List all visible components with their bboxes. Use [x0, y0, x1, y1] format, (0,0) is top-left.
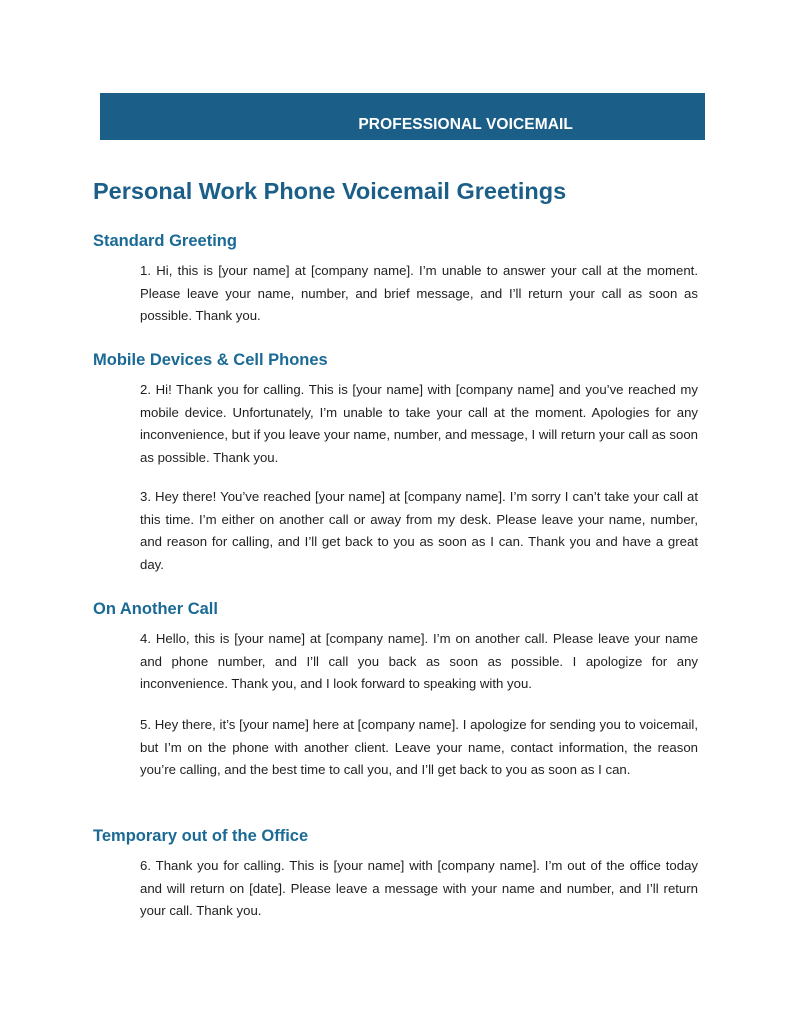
section-heading-on-another-call: On Another Call	[93, 600, 218, 618]
section-heading-mobile-devices: Mobile Devices & Cell Phones	[93, 351, 328, 369]
greeting-paragraph-3: 3. Hey there! You’ve reached [your name] at [company name]. I’m sorry I can’t take your call at this time. I’m either on another call or away from my desk. Please leave your name, number, and reason for calling, and I’ll get back to you as soon as I can. Thank you and have a great day.	[140, 489, 698, 573]
section-heading-standard-greeting: Standard Greeting	[93, 232, 237, 250]
greeting-paragraph-1: 1. Hi, this is [your name] at [company name]. I’m unable to answer your call at the moment. Please leave your name, number, and brief message, and I’ll return your call as soon as possible. Thank you.	[140, 263, 698, 324]
header-banner	[100, 93, 705, 140]
greeting-paragraph-5: 5. Hey there, it’s [your name] here at [company name]. I apologize for sending you to voicemail, but I’m on the phone with another client. Leave your name, contact information, the reason you’re calling, and the best time to call you, and I’ll get back to you as soon as I can.	[140, 717, 698, 778]
document-title: Personal Work Phone Voicemail Greetings	[93, 178, 567, 204]
greeting-paragraph-4: 4. Hello, this is [your name] at [company name]. I’m on another call. Please leave your name and phone number, and I’ll call you back as soon as possible. I apologize for any inconvenience. Thank you, and I look forward to speaking with you.	[140, 631, 698, 692]
section-heading-temporary-out-of-office: Temporary out of the Office	[93, 827, 309, 845]
greeting-paragraph-2: 2. Hi! Thank you for calling. This is [your name] with [company name] and you’ve reached my mobile device. Unfortunately, I’m unable to take your call at the moment. Apologies for any inconvenience, but if you leave your name, number, and message, I will return your call as soon as possible. Thank you.	[140, 382, 698, 466]
banner-title: PROFESSIONAL VOICEMAIL	[358, 116, 573, 133]
greeting-paragraph-6: 6. Thank you for calling. This is [your name] with [company name]. I’m out of the office today and will return on [date]. Please leave a message with your name and number, and I’ll return your call. Thank you.	[140, 858, 698, 919]
